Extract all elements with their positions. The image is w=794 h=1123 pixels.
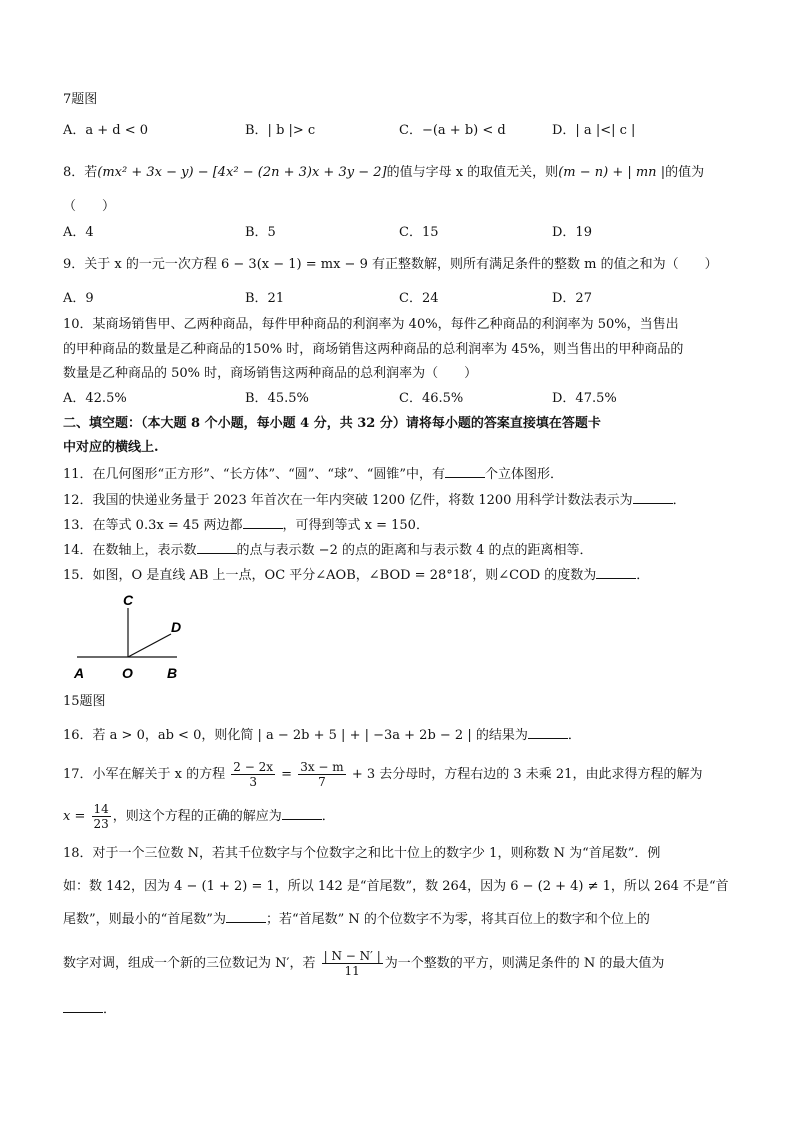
q17-answer-blank[interactable] (282, 807, 322, 820)
q18-line-2: 如：数 142，因为 4 − (1 + 2) = 1，所以 142 是“首尾数”，数 264，因为 6 − (2 + 4) ≠ 1，所以 264 不是“首 (63, 879, 729, 894)
q18-fraction (322, 949, 383, 978)
q9-options (63, 290, 743, 308)
q13 (63, 516, 429, 535)
q8-option-c[interactable]: C．15 (399, 225, 439, 240)
q11-answer-blank[interactable] (445, 465, 485, 478)
q17-fraction-2-num: 3x − m (300, 760, 344, 774)
q18-line-4-a: 数字对调，组成一个新的三位数记为 N′，若 (63, 956, 316, 971)
q17-fraction-3 (92, 802, 111, 831)
q12-text-b: ． (672, 493, 686, 508)
q18-line-1: 18．对于一个三位数 N，若其千位数字与个位数字之和比十位上的数字少 1，则称数 N 为“首尾数”．例 (63, 846, 661, 861)
q8-option-a[interactable]: A．4 (63, 225, 94, 240)
q13-answer-blank[interactable] (243, 516, 283, 529)
q17-text-d: x = (63, 809, 86, 824)
q17-fraction-1-den: 3 (249, 775, 257, 789)
q10-option-b[interactable]: B．45.5% (245, 391, 309, 406)
q12-text-a: 12．我国的快递业务量于 2023 年首次在一年内突破 1200 亿件，将数 1200 用科学计数法表示为 (63, 493, 633, 508)
q16 (63, 726, 581, 745)
q11-text-b: 个立体图形． (485, 467, 564, 482)
section2-heading-line-1: 二、填空题：（本大题 8 个小题，每小题 4 分，共 32 分）请将每小题的答案直接填在答题卡 (63, 416, 601, 431)
q17-fraction-2-den: 7 (318, 775, 326, 789)
q10-line-2: 的甲种商品的数量是乙种商品的150% 时，商场销售这两种商品的总利润率为 45%，则当售出的甲种商品的 (63, 342, 684, 357)
q15-text-a: 15．如图，O 是直线 AB 上一点，OC 平分∠AOB，∠BOD = 28°18′，则∠COD 的度数为 (63, 568, 597, 583)
q18-fraction-den: 11 (344, 964, 360, 978)
q7-option-a[interactable]: A．a + d < 0 (63, 123, 149, 138)
q8-stem-part3: 的值为 (665, 165, 705, 180)
q8-answer-paren: （ ） (63, 199, 116, 214)
q9-option-a[interactable]: A．9 (63, 291, 94, 306)
q14-text-b: 的点与表示数 −2 的点的距离和与表示数 4 的点的距离相等． (236, 543, 593, 558)
q7-option-d[interactable]: D．| a |<| c | (552, 123, 636, 138)
q8-expression: (mx² + 3x − y) − [4x² − (2n + 3)x + 3y − 2] (97, 165, 387, 180)
q9-option-d[interactable]: D．27 (552, 291, 592, 306)
q18-line-4 (63, 947, 664, 981)
q18-line-5 (63, 1000, 116, 1019)
q17-text-f: ． (321, 809, 335, 824)
q16-text-b: ． (567, 728, 581, 743)
q8-stem (63, 164, 704, 182)
q17-text-c: + 3 去分母时，方程右边的 3 未乘 21，由此求得方程的解为 (351, 767, 703, 782)
q17-line-2 (63, 800, 335, 834)
q10-option-c[interactable]: C．46.5% (399, 391, 464, 406)
q15-answer-blank[interactable] (596, 566, 636, 579)
q10-option-d[interactable]: D．47.5% (552, 391, 617, 406)
q13-text-b: ，可得到等式 x = 150． (282, 518, 429, 533)
q14 (63, 541, 593, 560)
q10-line-1: 10．某商场销售甲、乙两种商品，每件甲种商品的利润率为 40%，每件乙种商品的利润率为 50%，当售出 (63, 317, 679, 332)
q12-answer-blank[interactable] (633, 491, 673, 504)
q15-caption: 15题图 (63, 694, 106, 709)
q8-expression-2: (m − n) + | mn | (558, 165, 666, 180)
q7-option-b[interactable]: B．| b |> c (245, 123, 316, 138)
q7-caption: 7题图 (63, 92, 98, 107)
q17-fraction-3-num: 14 (93, 802, 109, 816)
q12 (63, 491, 686, 510)
q18-end: ． (103, 1002, 117, 1017)
q16-text-a: 16．若 a > 0，ab < 0，则化简 | a − 2b + 5 | + | −3a + 2b − 2 | 的结果为 (63, 728, 528, 743)
q18-line-3 (63, 910, 650, 929)
q18-answer-blank-1[interactable] (226, 910, 266, 923)
q17-fraction-2 (298, 760, 345, 789)
q14-answer-blank[interactable] (197, 541, 237, 554)
q13-text-a: 13．在等式 0.3x = 45 两边都 (63, 518, 243, 533)
q18-fraction-num: | N − N′ | (323, 949, 381, 963)
q10-options (63, 390, 743, 408)
q9-stem: 9．关于 x 的一元一次方程 6 − 3(x − 1) = mx − 9 有正整数解，则所有满足条件的整数 m 的值之和为（ ） (63, 257, 718, 272)
q8-stem-part1: 8．若 (63, 165, 98, 180)
q7-options (63, 122, 743, 140)
q14-text-a: 14．在数轴上，表示数 (63, 543, 197, 558)
q7-option-c[interactable]: C．−(a + b) < d (399, 123, 506, 138)
label-d: D (171, 619, 182, 635)
label-o: O (122, 665, 133, 681)
q18-line-3-a: 尾数”，则最小的“首尾数”为 (63, 912, 226, 927)
label-c: C (123, 592, 134, 608)
q10-line-3: 数量是乙种商品的 50% 时，商场销售这两种商品的总利润率为（ ） (63, 366, 478, 381)
q17-fraction-1 (231, 760, 275, 789)
label-a: A (74, 665, 85, 681)
q8-option-d[interactable]: D．19 (552, 225, 592, 240)
q9-option-c[interactable]: C．24 (399, 291, 439, 306)
q17-fraction-1-num: 2 − 2x (233, 760, 274, 774)
q18-line-4-b: 为一个整数的平方，则满足条件的 N 的最大值为 (384, 956, 665, 971)
ray-od (128, 634, 171, 657)
q9-option-b[interactable]: B．21 (245, 291, 285, 306)
q15 (63, 566, 649, 585)
q17-equals: = (281, 767, 293, 782)
section2-heading-line-2: 中对应的横线上. (63, 440, 159, 455)
q8-options (63, 224, 743, 242)
q17-text-e: ，则这个方程的正确的解应为 (112, 809, 282, 824)
q10-option-a[interactable]: A．42.5% (63, 391, 127, 406)
q11 (63, 465, 563, 484)
q18-answer-blank-2[interactable] (63, 1000, 103, 1013)
q16-answer-blank[interactable] (528, 726, 568, 739)
q8-stem-part2: 的值与字母 x 的取值无关，则 (386, 165, 559, 180)
q15-text-b: ． (636, 568, 650, 583)
q18-line-3-b: ；若“首尾数” N 的个位数字不为零，将其百位上的数字和个位上的 (265, 912, 650, 927)
q17-line-1 (63, 758, 702, 792)
q15-figure (63, 592, 193, 684)
q17-text-a: 17．小军在解关于 x 的方程 (63, 767, 226, 782)
q8-option-b[interactable]: B．5 (245, 225, 276, 240)
label-b: B (167, 665, 178, 681)
q11-text-a: 11．在几何图形“正方形”、“长方体”、“圆”、“球”、“圆锥”中，有 (63, 467, 446, 482)
q17-fraction-3-den: 23 (93, 817, 109, 831)
